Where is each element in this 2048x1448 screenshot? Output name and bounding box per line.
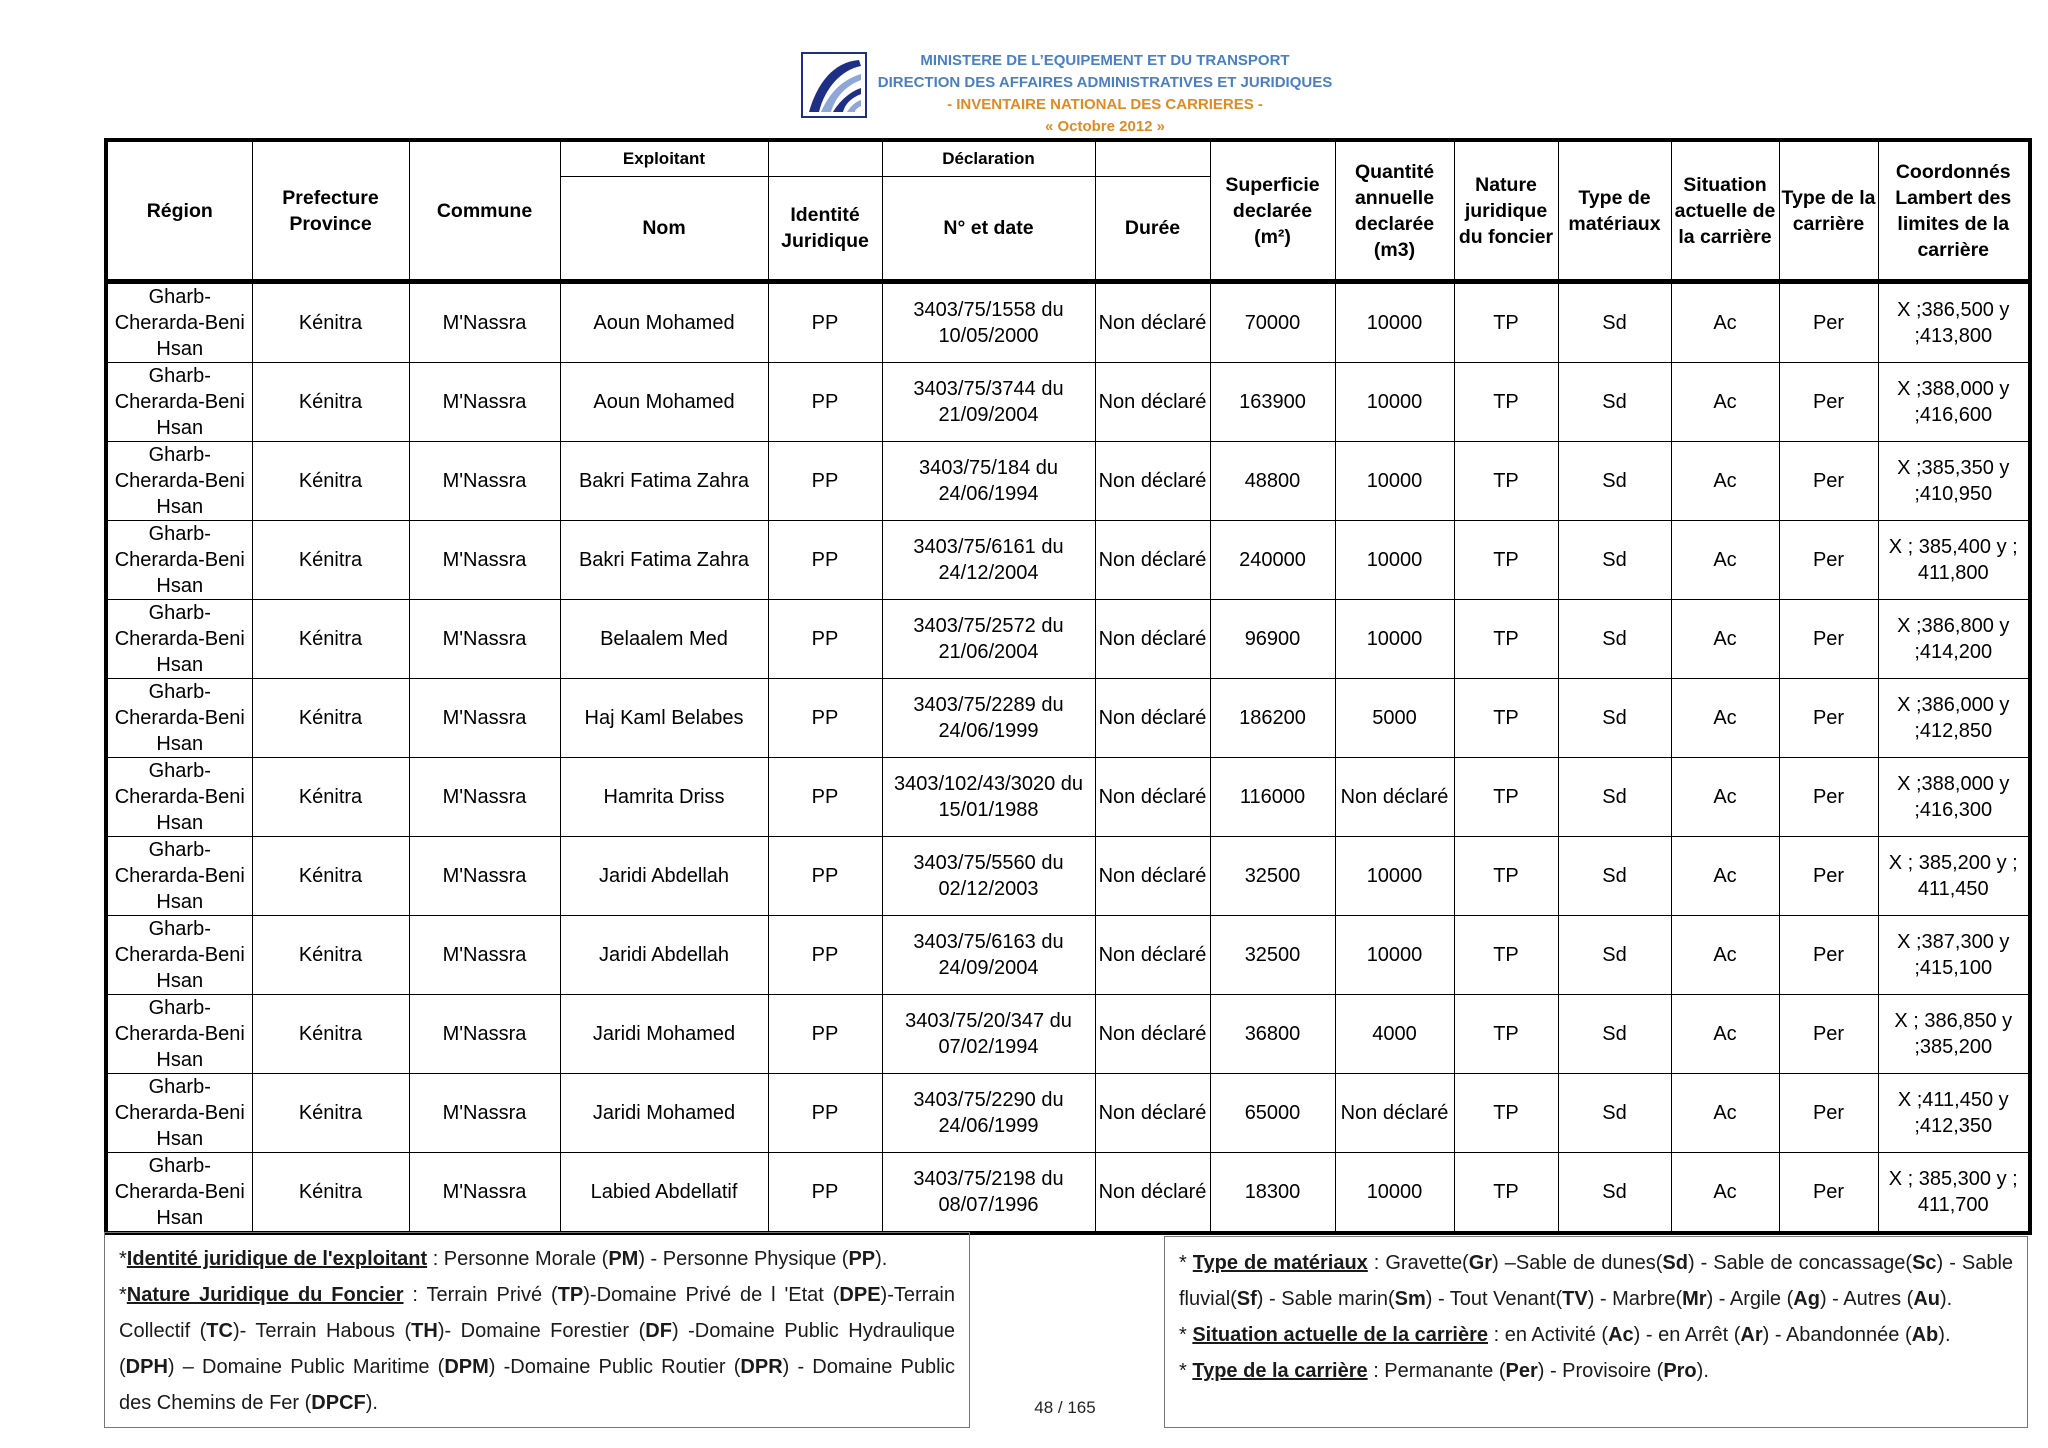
legend-text: )- Terrain Habous ( xyxy=(232,1320,412,1342)
cell-prefecture: Kénitra xyxy=(252,1074,409,1153)
cell-prefecture: Kénitra xyxy=(252,600,409,679)
cell-numero-date: 3403/75/2290 du 24/06/1999 xyxy=(882,1074,1095,1153)
cell-type: Per xyxy=(1779,837,1878,916)
legend-text: : Personne Morale ( xyxy=(427,1248,609,1270)
cell-commune: M'Nassra xyxy=(409,1074,560,1153)
cell-numero-date: 3403/75/2198 du 08/07/1996 xyxy=(882,1153,1095,1234)
legend-code: Per xyxy=(1505,1360,1538,1382)
cell-superficie: 163900 xyxy=(1210,363,1335,442)
legend-text: ) - Sable de concassage( xyxy=(1687,1252,1913,1274)
cell-prefecture: Kénitra xyxy=(252,1153,409,1234)
col-numero-date: N° et date xyxy=(882,177,1095,282)
legend-key: Identité juridique de l'exploitant xyxy=(126,1248,428,1270)
cell-coordonnees: X ; 385,200 y ; 411,450 xyxy=(1878,837,2030,916)
cell-situation: Ac xyxy=(1671,837,1779,916)
col-coordonnees: Coordonnés Lambert des limites de la carrière xyxy=(1878,140,2030,282)
legend-text: ) -Domaine Public Hydraulique ( xyxy=(119,1320,955,1378)
cell-quantite: 10000 xyxy=(1335,282,1454,363)
cell-quantite: Non déclaré xyxy=(1335,758,1454,837)
table-row xyxy=(106,521,2030,600)
cell-region: Gharb-Cherarda-Beni Hsan xyxy=(106,282,252,363)
cell-materiaux: Sd xyxy=(1558,679,1671,758)
cell-prefecture: Kénitra xyxy=(252,995,409,1074)
cell-type: Per xyxy=(1779,600,1878,679)
cell-quantite: 10000 xyxy=(1335,521,1454,600)
table-row xyxy=(106,679,2030,758)
cell-commune: M'Nassra xyxy=(409,442,560,521)
cell-region: Gharb-Cherarda-Beni Hsan xyxy=(106,442,252,521)
legend-key: Type de la carrière xyxy=(1192,1360,1368,1382)
cell-nature: TP xyxy=(1454,600,1558,679)
cell-commune: M'Nassra xyxy=(409,600,560,679)
cell-materiaux: Sd xyxy=(1558,1074,1671,1153)
legend-code: DPR xyxy=(740,1356,783,1378)
legend-text: ) - Argile ( xyxy=(1706,1288,1794,1310)
cell-situation: Ac xyxy=(1671,679,1779,758)
cell-region: Gharb-Cherarda-Beni Hsan xyxy=(106,837,252,916)
cell-numero-date: 3403/75/6163 du 24/09/2004 xyxy=(882,916,1095,995)
cell-materiaux: Sd xyxy=(1558,758,1671,837)
cell-prefecture: Kénitra xyxy=(252,758,409,837)
cell-coordonnees: X ;388,000 y ;416,300 xyxy=(1878,758,2030,837)
col-region: Région xyxy=(106,140,252,282)
cell-type: Per xyxy=(1779,1153,1878,1234)
cell-situation: Ac xyxy=(1671,916,1779,995)
legend-text: ) –Sable de dunes( xyxy=(1492,1252,1663,1274)
col-quantite: Quantité annuelle declarée (m3) xyxy=(1335,140,1454,282)
legend-text: ) - Provisoire ( xyxy=(1537,1360,1664,1382)
cell-coordonnees: X ;386,800 y ;414,200 xyxy=(1878,600,2030,679)
cell-region: Gharb-Cherarda-Beni Hsan xyxy=(106,679,252,758)
cell-nom: Bakri Fatima Zahra xyxy=(560,442,768,521)
legend-right xyxy=(1164,1236,2028,1428)
cell-situation: Ac xyxy=(1671,995,1779,1074)
cell-nature: TP xyxy=(1454,1074,1558,1153)
legend-text: ) - Tout Venant( xyxy=(1425,1288,1563,1310)
cell-quantite: 4000 xyxy=(1335,995,1454,1074)
group-exploitant-blank xyxy=(768,140,882,177)
ministry-name: MINISTERE DE L’EQUIPEMENT ET DU TRANSPORT xyxy=(920,52,1290,69)
cell-identite: PP xyxy=(768,1153,882,1234)
cell-nom: Jaridi Mohamed xyxy=(560,995,768,1074)
cell-prefecture: Kénitra xyxy=(252,363,409,442)
table-row xyxy=(106,363,2030,442)
legend-code: Sd xyxy=(1662,1252,1688,1274)
legend-text: ). xyxy=(1938,1324,1951,1346)
cell-numero-date: 3403/75/2572 du 21/06/2004 xyxy=(882,600,1095,679)
road-arch-icon xyxy=(803,54,865,116)
cell-region: Gharb-Cherarda-Beni Hsan xyxy=(106,600,252,679)
cell-coordonnees: X ; 385,400 y ; 411,800 xyxy=(1878,521,2030,600)
cell-commune: M'Nassra xyxy=(409,758,560,837)
cell-type: Per xyxy=(1779,1074,1878,1153)
table-row xyxy=(106,837,2030,916)
cell-situation: Ac xyxy=(1671,282,1779,363)
legend-type: * Type de la carrière : Permanante (Per) - Provisoire (Pro). xyxy=(1179,1360,1709,1382)
cell-materiaux: Sd xyxy=(1558,1153,1671,1234)
legend-nature: *Nature Juridique du Foncier : Terrain Privé (TP)-Domaine Privé de l 'Etat (DPE)-Terrain Collectif (TC)- Terrain Habous (TH)- Domaine Forestier (DF) -Domaine Public Hydraulique (DPH) – Domaine Public Maritime (DPM) -Domaine Public Routier (DPR) - Domaine Public des Chemins de Fer (DPCF). xyxy=(119,1284,955,1414)
legend-text: )-Domaine Privé de l 'Etat ( xyxy=(583,1284,840,1306)
cell-duree: Non déclaré xyxy=(1095,758,1210,837)
cell-situation: Ac xyxy=(1671,1074,1779,1153)
group-header-row xyxy=(106,140,2030,177)
table-row xyxy=(106,600,2030,679)
table-row xyxy=(106,1153,2030,1234)
cell-superficie: 70000 xyxy=(1210,282,1335,363)
legend-code: PM xyxy=(608,1248,639,1270)
cell-nom: Belaalem Med xyxy=(560,600,768,679)
legend-text: ). xyxy=(1939,1288,1953,1310)
legend-text: ) - en Arrêt ( xyxy=(1633,1324,1741,1346)
cell-commune: M'Nassra xyxy=(409,995,560,1074)
cell-numero-date: 3403/75/3744 du 21/09/2004 xyxy=(882,363,1095,442)
cell-nom: Aoun Mohamed xyxy=(560,282,768,363)
cell-nature: TP xyxy=(1454,916,1558,995)
cell-materiaux: Sd xyxy=(1558,600,1671,679)
cell-superficie: 32500 xyxy=(1210,916,1335,995)
cell-quantite: 10000 xyxy=(1335,363,1454,442)
cell-coordonnees: X ; 386,850 y ;385,200 xyxy=(1878,995,2030,1074)
cell-duree: Non déclaré xyxy=(1095,1153,1210,1234)
table-row xyxy=(106,442,2030,521)
legend-code: DPCF xyxy=(311,1392,366,1414)
cell-nature: TP xyxy=(1454,442,1558,521)
cell-superficie: 186200 xyxy=(1210,679,1335,758)
legend-code: Gr xyxy=(1468,1252,1493,1274)
cell-identite: PP xyxy=(768,363,882,442)
legend-text: ) - Sable fluvial( xyxy=(1179,1252,2014,1310)
cell-numero-date: 3403/75/20/347 du 07/02/1994 xyxy=(882,995,1095,1074)
cell-quantite: Non déclaré xyxy=(1335,1074,1454,1153)
cell-type: Per xyxy=(1779,282,1878,363)
cell-commune: M'Nassra xyxy=(409,363,560,442)
table-row xyxy=(106,1074,2030,1153)
legend-text: )-Terrain Collectif ( xyxy=(119,1284,955,1342)
legend-code: DPM xyxy=(444,1356,489,1378)
cell-situation: Ac xyxy=(1671,521,1779,600)
table-row xyxy=(106,916,2030,995)
legend-text: ). xyxy=(875,1248,888,1270)
cell-commune: M'Nassra xyxy=(409,679,560,758)
cell-prefecture: Kénitra xyxy=(252,521,409,600)
legend-text: ) - Domaine Public des Chemins de Fer ( xyxy=(119,1356,955,1414)
legend-materiaux: * Type de matériaux : Gravette(Gr) –Sable de dunes(Sd) - Sable de concassage(Sc) - Sable fluvial(Sf) - Sable marin(Sm) - Tout Venant(TV) - Marbre(Mr) - Argile (Ag) - Autres (Au). xyxy=(1179,1252,2014,1310)
cell-prefecture: Kénitra xyxy=(252,282,409,363)
cell-region: Gharb-Cherarda-Beni Hsan xyxy=(106,916,252,995)
cell-nom: Jaridi Mohamed xyxy=(560,1074,768,1153)
table-row xyxy=(106,995,2030,1074)
cell-identite: PP xyxy=(768,916,882,995)
legend-text: ) - Sable marin( xyxy=(1256,1288,1395,1310)
cell-superficie: 240000 xyxy=(1210,521,1335,600)
cell-duree: Non déclaré xyxy=(1095,521,1210,600)
cell-quantite: 5000 xyxy=(1335,679,1454,758)
cell-identite: PP xyxy=(768,1074,882,1153)
cell-identite: PP xyxy=(768,521,882,600)
cell-region: Gharb-Cherarda-Beni Hsan xyxy=(106,521,252,600)
legend-code: TP xyxy=(557,1284,584,1306)
legend-text: ) -Domaine Public Routier ( xyxy=(488,1356,741,1378)
cell-region: Gharb-Cherarda-Beni Hsan xyxy=(106,363,252,442)
cell-duree: Non déclaré xyxy=(1095,679,1210,758)
page-number: 48 / 165 xyxy=(1034,1398,1096,1417)
cell-superficie: 96900 xyxy=(1210,600,1335,679)
cell-materiaux: Sd xyxy=(1558,916,1671,995)
cell-numero-date: 3403/75/5560 du 02/12/2003 xyxy=(882,837,1095,916)
cell-materiaux: Sd xyxy=(1558,282,1671,363)
cell-identite: PP xyxy=(768,442,882,521)
cell-identite: PP xyxy=(768,600,882,679)
legend-code: Sm xyxy=(1394,1288,1426,1310)
cell-numero-date: 3403/75/184 du 24/06/1994 xyxy=(882,442,1095,521)
legend-code: Au xyxy=(1913,1288,1940,1310)
legend-key: Nature Juridique du Foncier xyxy=(126,1284,404,1306)
cell-nom: Jaridi Abdellah xyxy=(560,837,768,916)
legend-text: ) – Domaine Public Maritime ( xyxy=(167,1356,445,1378)
col-commune: Commune xyxy=(409,140,560,282)
cell-type: Per xyxy=(1779,916,1878,995)
legend-text: ) - Personne Physique ( xyxy=(638,1248,849,1270)
cell-quantite: 10000 xyxy=(1335,600,1454,679)
cell-numero-date: 3403/102/43/3020 du 15/01/1988 xyxy=(882,758,1095,837)
cell-identite: PP xyxy=(768,679,882,758)
cell-numero-date: 3403/75/1558 du 10/05/2000 xyxy=(882,282,1095,363)
legend-key: Type de matériaux xyxy=(1192,1252,1368,1274)
cell-coordonnees: X ;387,300 y ;415,100 xyxy=(1878,916,2030,995)
cell-nom: Bakri Fatima Zahra xyxy=(560,521,768,600)
cell-situation: Ac xyxy=(1671,363,1779,442)
direction-name: DIRECTION DES AFFAIRES ADMINISTRATIVES ET JURIDIQUES xyxy=(877,74,1333,91)
legend-text: : Permanante ( xyxy=(1367,1360,1506,1382)
cell-type: Per xyxy=(1779,363,1878,442)
cell-duree: Non déclaré xyxy=(1095,916,1210,995)
cell-nature: TP xyxy=(1454,837,1558,916)
cell-identite: PP xyxy=(768,837,882,916)
cell-nature: TP xyxy=(1454,282,1558,363)
legend-text: : Terrain Privé ( xyxy=(403,1284,558,1306)
legend-text: ) - Abandonnée ( xyxy=(1762,1324,1912,1346)
quarries-table xyxy=(104,138,2032,1235)
ministry-logo xyxy=(801,52,867,118)
table-row xyxy=(106,282,2030,363)
legend-code: Ar xyxy=(1740,1324,1763,1346)
cell-materiaux: Sd xyxy=(1558,995,1671,1074)
cell-nom: Hamrita Driss xyxy=(560,758,768,837)
header-titles xyxy=(870,50,1340,138)
inventory-date: « Octobre 2012 » xyxy=(1044,118,1166,135)
cell-prefecture: Kénitra xyxy=(252,442,409,521)
inventory-title: - INVENTAIRE NATIONAL DES CARRIERES - xyxy=(947,96,1263,113)
legend-code: Pro xyxy=(1663,1360,1697,1382)
col-identite: Identité Juridique xyxy=(768,177,882,282)
legend-text: : Gravette( xyxy=(1367,1252,1469,1274)
cell-coordonnees: X ;386,500 y ;413,800 xyxy=(1878,282,2030,363)
cell-coordonnees: X ; 385,300 y ; 411,700 xyxy=(1878,1153,2030,1234)
cell-quantite: 10000 xyxy=(1335,1153,1454,1234)
cell-nature: TP xyxy=(1454,1153,1558,1234)
group-exploitant: Exploitant xyxy=(560,140,768,177)
cell-identite: PP xyxy=(768,282,882,363)
cell-region: Gharb-Cherarda-Beni Hsan xyxy=(106,1153,252,1234)
cell-numero-date: 3403/75/6161 du 24/12/2004 xyxy=(882,521,1095,600)
col-situation: Situation actuelle de la carrière xyxy=(1671,140,1779,282)
legend-text: ). xyxy=(1696,1360,1709,1382)
cell-region: Gharb-Cherarda-Beni Hsan xyxy=(106,1074,252,1153)
legend-text: ) - Autres ( xyxy=(1819,1288,1914,1310)
group-declaration-blank xyxy=(1095,140,1210,177)
legend-code: PP xyxy=(848,1248,876,1270)
cell-nom: Labied Abdellatif xyxy=(560,1153,768,1234)
cell-superficie: 65000 xyxy=(1210,1074,1335,1153)
cell-coordonnees: X ;388,000 y ;416,600 xyxy=(1878,363,2030,442)
cell-quantite: 10000 xyxy=(1335,916,1454,995)
cell-identite: PP xyxy=(768,758,882,837)
cell-quantite: 10000 xyxy=(1335,837,1454,916)
col-nom: Nom xyxy=(560,177,768,282)
legend-situation: * Situation actuelle de la carrière : en Activité (Ac) - en Arrêt (Ar) - Abandonnée (Ab). xyxy=(1179,1324,1951,1346)
col-prefecture: Prefecture Province xyxy=(252,140,409,282)
legend-left xyxy=(104,1232,970,1428)
col-nature: Nature juridique du foncier xyxy=(1454,140,1558,282)
cell-superficie: 18300 xyxy=(1210,1153,1335,1234)
col-materiaux: Type de matériaux xyxy=(1558,140,1671,282)
cell-nature: TP xyxy=(1454,521,1558,600)
legend-code: DPH xyxy=(125,1356,168,1378)
group-declaration: Déclaration xyxy=(882,140,1095,177)
legend-code: Ag xyxy=(1793,1288,1820,1310)
document-header xyxy=(0,48,2048,138)
cell-coordonnees: X ;386,000 y ;412,850 xyxy=(1878,679,2030,758)
cell-commune: M'Nassra xyxy=(409,1153,560,1234)
legend-code: DPE xyxy=(839,1284,881,1306)
cell-nature: TP xyxy=(1454,758,1558,837)
cell-type: Per xyxy=(1779,758,1878,837)
cell-prefecture: Kénitra xyxy=(252,916,409,995)
legend-code: DF xyxy=(645,1320,672,1342)
cell-identite: PP xyxy=(768,995,882,1074)
cell-duree: Non déclaré xyxy=(1095,600,1210,679)
cell-duree: Non déclaré xyxy=(1095,837,1210,916)
legend-code: TH xyxy=(411,1320,438,1342)
cell-commune: M'Nassra xyxy=(409,521,560,600)
cell-region: Gharb-Cherarda-Beni Hsan xyxy=(106,758,252,837)
cell-situation: Ac xyxy=(1671,600,1779,679)
legend-code: Ac xyxy=(1608,1324,1634,1346)
cell-superficie: 48800 xyxy=(1210,442,1335,521)
cell-situation: Ac xyxy=(1671,758,1779,837)
cell-quantite: 10000 xyxy=(1335,442,1454,521)
cell-prefecture: Kénitra xyxy=(252,679,409,758)
legend-code: Sf xyxy=(1236,1288,1257,1310)
col-duree: Durée xyxy=(1095,177,1210,282)
cell-materiaux: Sd xyxy=(1558,521,1671,600)
legend-text: : en Activité ( xyxy=(1488,1324,1609,1346)
cell-type: Per xyxy=(1779,442,1878,521)
legend-text: )- Domaine Forestier ( xyxy=(437,1320,646,1342)
legend-code: TV xyxy=(1562,1288,1588,1310)
cell-situation: Ac xyxy=(1671,442,1779,521)
cell-region: Gharb-Cherarda-Beni Hsan xyxy=(106,995,252,1074)
col-type: Type de la carrière xyxy=(1779,140,1878,282)
cell-type: Per xyxy=(1779,521,1878,600)
table-body xyxy=(106,282,2030,1234)
cell-duree: Non déclaré xyxy=(1095,442,1210,521)
legend-text: ) - Marbre( xyxy=(1587,1288,1683,1310)
cell-prefecture: Kénitra xyxy=(252,837,409,916)
cell-commune: M'Nassra xyxy=(409,837,560,916)
cell-commune: M'Nassra xyxy=(409,916,560,995)
cell-duree: Non déclaré xyxy=(1095,995,1210,1074)
cell-materiaux: Sd xyxy=(1558,837,1671,916)
cell-coordonnees: X ;411,450 y ;412,350 xyxy=(1878,1074,2030,1153)
legend-code: Sc xyxy=(1912,1252,1937,1274)
table-row xyxy=(106,758,2030,837)
cell-nom: Haj Kaml Belabes xyxy=(560,679,768,758)
cell-materiaux: Sd xyxy=(1558,363,1671,442)
legend-identite: *Identité juridique de l'exploitant : Personne Morale (PM) - Personne Physique (PP). xyxy=(119,1248,888,1270)
legend-key: Situation actuelle de la carrière xyxy=(1192,1324,1489,1346)
cell-nom: Jaridi Abdellah xyxy=(560,916,768,995)
cell-type: Per xyxy=(1779,995,1878,1074)
legend-code: Mr xyxy=(1682,1288,1707,1310)
cell-nature: TP xyxy=(1454,995,1558,1074)
cell-duree: Non déclaré xyxy=(1095,363,1210,442)
cell-numero-date: 3403/75/2289 du 24/06/1999 xyxy=(882,679,1095,758)
cell-nature: TP xyxy=(1454,679,1558,758)
cell-situation: Ac xyxy=(1671,1153,1779,1234)
legend-text: ). xyxy=(365,1392,378,1414)
cell-superficie: 116000 xyxy=(1210,758,1335,837)
legend-code: Ab xyxy=(1911,1324,1939,1346)
col-superficie: Superficie declarée (m²) xyxy=(1210,140,1335,282)
cell-nature: TP xyxy=(1454,363,1558,442)
cell-duree: Non déclaré xyxy=(1095,282,1210,363)
cell-duree: Non déclaré xyxy=(1095,1074,1210,1153)
cell-materiaux: Sd xyxy=(1558,442,1671,521)
cell-commune: M'Nassra xyxy=(409,282,560,363)
cell-type: Per xyxy=(1779,679,1878,758)
cell-nom: Aoun Mohamed xyxy=(560,363,768,442)
legend-code: TC xyxy=(206,1320,233,1342)
cell-superficie: 36800 xyxy=(1210,995,1335,1074)
cell-superficie: 32500 xyxy=(1210,837,1335,916)
cell-coordonnees: X ;385,350 y ;410,950 xyxy=(1878,442,2030,521)
